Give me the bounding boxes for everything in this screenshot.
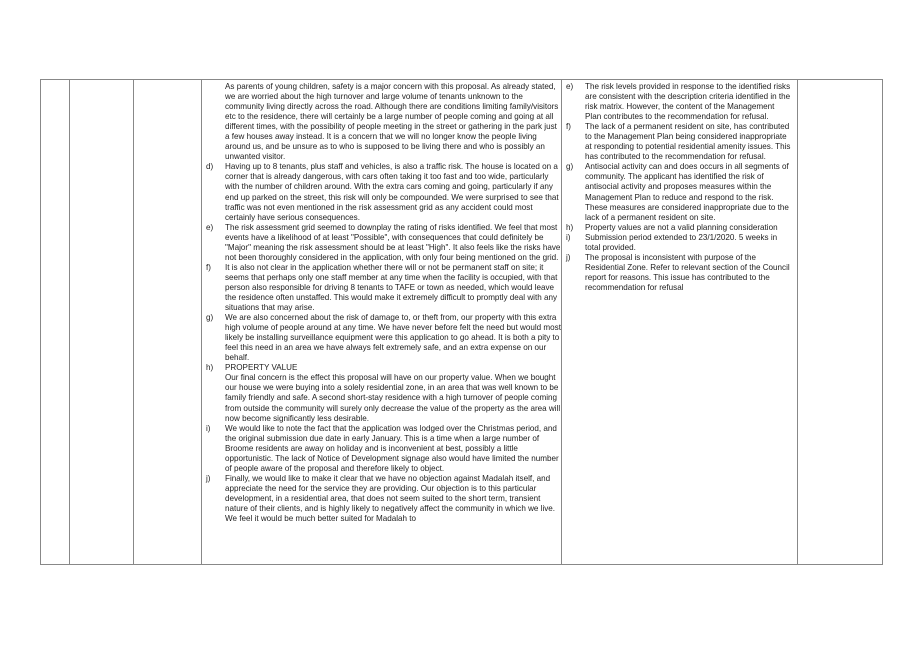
item-label: h) (206, 363, 214, 373)
officer-response-cell (562, 82, 792, 293)
item-paragraph: Antisocial activity can and does occurs in all segments of community. The applicant has identified the risk of antisocial activity and proposes measures within the Management Plan to reduce and respond to the risk. These measures are considered inappropriate due to the lack of a permanent resident on site. (585, 162, 789, 222)
item-label: i) (566, 232, 571, 242)
item-paragraph: We would like to note the fact that the application was lodged over the Christmas period, and the original submission due date in early January. This is a time when a large number of Broome residents are away on holiday and is inconvenient at best, possibly a little opportunistic. The lack of Notice of Development signage also would have limited the number of people aware of the proposal and therefore likely to object. (225, 423, 559, 473)
comments-item (202, 424, 562, 474)
item-text (225, 424, 562, 474)
item-text (585, 162, 792, 222)
item-paragraph: Submission period extended to 23/1/2020. 5 weeks in total provided. (585, 232, 778, 252)
item-paragraph: Our final concern is the effect this proposal will have on our property value. When we bought our house we were buying into a solely residential zone, in an area that was well known to be family friendly and safe. A second short-stay residence with a high turnover of people coming from outside the community will surely only decrease the value of the property as the area will now become significantly less desirable. (225, 373, 561, 423)
comments-item (202, 263, 562, 313)
responses-item (562, 82, 792, 122)
item-label: j) (566, 252, 571, 262)
item-text (225, 313, 562, 363)
item-text (225, 223, 562, 263)
item-paragraph: PROPERTY VALUE (225, 363, 298, 373)
item-paragraph: Property values are not a valid planning consideration (585, 222, 778, 232)
item-text (585, 253, 792, 293)
item-paragraph: The lack of a permanent resident on site, has contributed to the Management Plan being considered inappropriate at responding to potential residential amenity issues. This has contributed to the recommendation for refusal. (585, 122, 791, 162)
item-label: e) (566, 82, 574, 91)
item-text (225, 263, 562, 313)
column-divider (133, 80, 134, 564)
comments-item (202, 82, 562, 162)
column-divider (797, 80, 798, 564)
column-divider (69, 80, 70, 564)
responses-item (562, 122, 792, 162)
submissions-table (40, 79, 883, 565)
item-label: j) (206, 473, 211, 483)
responses-item (562, 233, 792, 253)
item-paragraph: The proposal is inconsistent with purpose of the Residential Zone. Refer to relevant section of the Council report for reasons. This issue has contributed to the recommendation for refusal (585, 252, 790, 292)
item-label: g) (566, 162, 574, 172)
item-label: e) (206, 222, 214, 232)
item-label: f) (206, 262, 211, 272)
item-text (585, 233, 792, 253)
item-text (225, 162, 562, 222)
submission-comments-cell (202, 82, 562, 524)
comments-item (202, 313, 562, 363)
item-paragraph: Finally, we would like to make it clear that we have no objection against Madalah itself, and appreciate the need for the service they are providing. Our objection is to this particular development, in a residential area, that does not seem suited to the short term, transient nature of their clients, and is highly likely to negatively affect the community in which we live. We feel it would be much better suited for Madalah to (225, 473, 556, 524)
item-text (585, 82, 792, 122)
item-label: g) (206, 313, 214, 323)
comments-item (202, 363, 562, 423)
item-label: i) (206, 423, 211, 433)
comments-item (202, 474, 562, 524)
item-paragraph: It is also not clear in the application whether there will or not be permanent staff on site; it seems that perhaps only one staff member at any time when the facility is occupied, with that person also responsible for driving 8 tenants to TAFE or town as needed, which would leave the residence often unstaffed. This would make it extremely difficult to promptly deal with any situations that may arise. (225, 262, 558, 313)
comments-item (202, 162, 562, 222)
item-label: f) (566, 122, 571, 132)
item-text (585, 223, 792, 233)
item-text (585, 122, 792, 162)
item-paragraph: The risk assessment grid seemed to downplay the rating of risks identified. We feel that most events have a likelihood of at least "Possible", with consequences that could definitely be "Major" meaning the risk assessment should be at least "High". It also feels like the risks have not been thoroughly considered in the application, with only four being mentioned on the grid. (225, 222, 561, 262)
item-paragraph: Having up to 8 tenants, plus staff and vehicles, is also a traffic risk. The house is located on a corner that is already dangerous, with cars often taking it too fast and too wide, particularly with the number of children around. With the extra cars coming and going, particularly if any end up parked on the street, this risk will only be compounded. We were surprised to see that traffic was not even mentioned in the risk assessment grid as any accident could most certainly have serious consequences. (225, 162, 559, 222)
item-label (202, 82, 225, 162)
item-paragraph: The risk levels provided in response to the identified risks are consistent with the description criteria identified in the risk matrix. However, the content of the Management Plan contributes to the recommendation for refusal. (585, 82, 791, 122)
comments-item (202, 223, 562, 263)
responses-item (562, 223, 792, 233)
item-text (225, 474, 562, 524)
item-paragraph: We are also concerned about the risk of damage to, or theft from, our property with this extra high volume of people around at any time. We have never before felt the need but would most likely be installing surveillance equipment were this application to go ahead. It is both a pity to feel this need in an area we have always felt extremely safe, and an extra expense on our behalf. (225, 313, 561, 363)
item-label: h) (566, 222, 574, 232)
item-text (225, 363, 562, 423)
responses-item (562, 253, 792, 293)
responses-item (562, 162, 792, 222)
item-label: d) (206, 162, 214, 172)
item-paragraph: As parents of young children, safety is a major concern with this proposal. As already stated, we are worried about the high turnover and large volume of tenants unknown to the community living directly across the road. Although there are conditions limiting family/visitors etc to the residence, there will certainly be a large number of people coming and going at all different times, with the possibility of people meeting in the street or gathering in the park just a few houses away instead. It is a concern that we will no longer know the people living around us, and be unsure as to who is supposed to be living there and who is possibly an unwanted visitor. (225, 82, 559, 162)
item-text (225, 82, 562, 162)
